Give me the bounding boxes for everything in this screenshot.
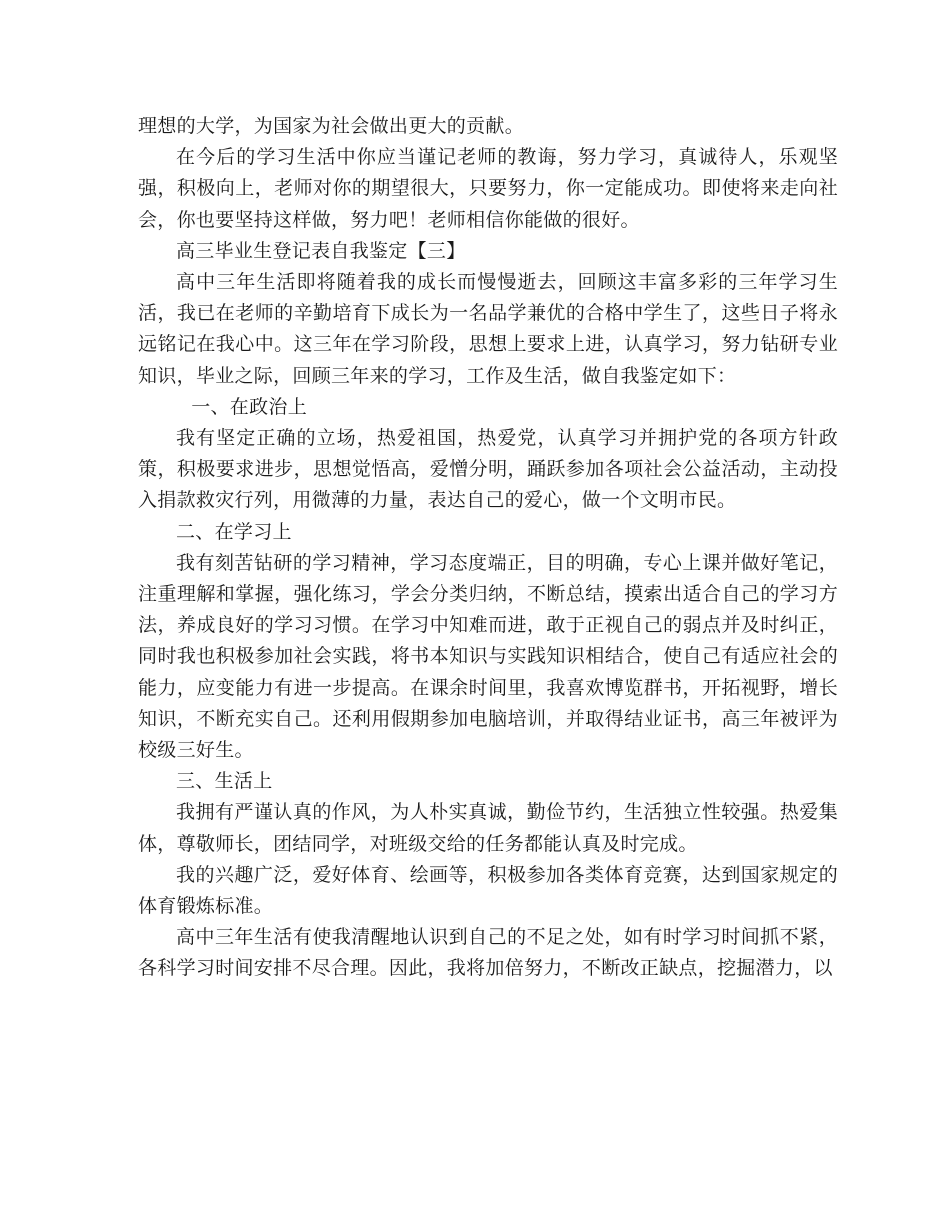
paragraph-life: 我拥有严谨认真的作风，为人朴实真诚，勤俭节约，生活独立性较强。热爱集体，尊敬师长，团结同学，对班级交给的任务都能认真及时完成。 <box>138 801 838 855</box>
section-title: 高三毕业生登记表自我鉴定【三】 <box>176 239 466 262</box>
heading-politics: 一、在政治上 <box>191 395 307 418</box>
paragraph-politics: 我有坚定正确的立场，热爱祖国，热爱党，认真学习并拥护党的各项方针政策，积极要求进步，思想觉悟高，爱憎分明，踊跃参加各项社会公益活动，主动投入捐款救灾行列，用微薄的力量，表达自己的爱心，做一个文明市民。 <box>138 427 838 512</box>
paragraph-continuation: 理想的大学，为国家为社会做出更大的贡献。 <box>138 115 525 137</box>
document-body <box>138 111 838 985</box>
paragraph-interests: 我的兴趣广泛，爱好体育、绘画等，积极参加各类体育竞赛，达到国家规定的体育锻炼标准。 <box>138 863 838 918</box>
paragraph-shortcomings: 高中三年生活有使我清醒地认识到自己的不足之处，如有时学习时间抓不紧，各科学习时间安排不尽合理。因此，我将加倍努力，不断改正缺点，挖掘潜力，以 <box>138 926 838 980</box>
heading-study: 二、在学习上 <box>176 520 292 543</box>
paragraph-intro: 高中三年生活即将随着我的成长而慢慢逝去，回顾这丰富多彩的三年学习生活，我已在老师的辛勤培育下成长为一名品学兼优的合格中学生了，这些日子将永远铭记在我心中。这三年在学习阶段，思想上要求上进，认真学习，努力钻研专业知识，毕业之际，回顾三年来的学习，工作及生活，做自我鉴定如下： <box>138 271 838 387</box>
paragraph-teacher-advice: 在今后的学习生活中你应当谨记老师的教诲，努力学习，真诚待人，乐观坚强，积极向上，老师对你的期望很大，只要努力，你一定能成功。即使将来走向社会，你也要坚持这样做，努力吧！老师相信你能做的很好。 <box>138 146 838 231</box>
paragraph-study: 我有刻苦钻研的学习精神，学习态度端正，目的明确，专心上课并做好笔记，注重理解和掌握，强化练习，学会分类归纳，不断总结，摸索出适合自己的学习方法，养成良好的学习习惯。在学习中知难而进，敢于正视自己的弱点并及时纠正，同时我也积极参加社会实践，将书本知识与实践知识相结合，使自己有适应社会的能力，应变能力有进一步提高。在课余时间里，我喜欢博览群书，开拓视野，增长知识，不断充实自己。还利用假期参加电脑培训，并取得结业证书，高三年被评为校级三好生。 <box>138 551 838 762</box>
heading-life: 三、生活上 <box>176 770 273 793</box>
